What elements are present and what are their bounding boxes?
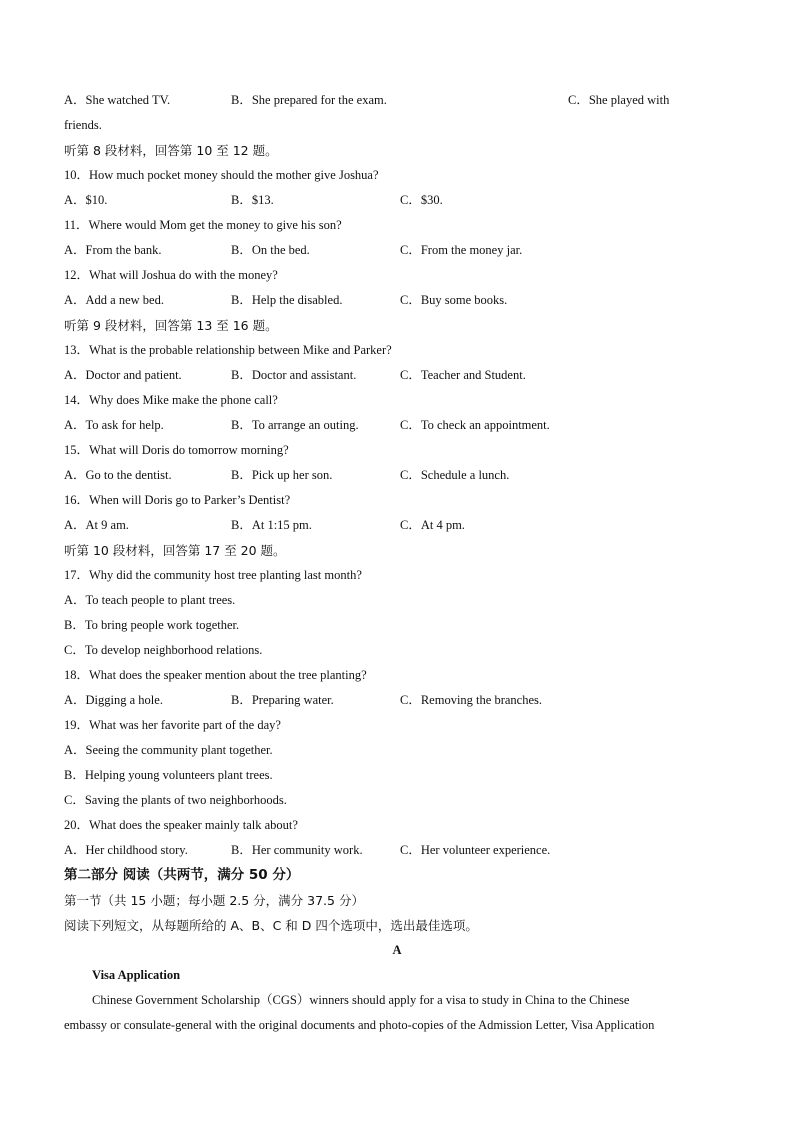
option-a: A．To teach people to plant trees. — [64, 593, 236, 607]
question-10-options — [64, 188, 730, 213]
reading-instruction: 阅读下列短文，从每题所给的 A、B、C 和 D 四个选项中，选出最佳选项。 — [64, 918, 478, 933]
question-12-options — [64, 288, 730, 313]
option-b: B．Pick up her son. — [231, 468, 333, 482]
part-two-heading: 第二部分 阅读（共两节，满分 50 分） — [64, 867, 300, 883]
option-b: B．Helping young volunteers plant trees. — [64, 768, 273, 782]
option-a: A．From the bank. — [64, 243, 162, 257]
question-18-options — [64, 688, 730, 713]
question-18: 18．What does the speaker mention about the tree planting? — [64, 668, 367, 682]
option-c: C．Her volunteer experience. — [400, 843, 551, 857]
question-15-options — [64, 463, 730, 488]
option-a: A．Seeing the community plant together. — [64, 743, 273, 757]
option-b: B．To bring people work together. — [64, 618, 240, 632]
passage-text-line: Chinese Government Scholarship（CGS）winners should apply for a visa to study in China to the Chinese — [92, 993, 630, 1007]
option-c: C．To check an appointment. — [400, 418, 550, 432]
option-a: A．To ask for help. — [64, 418, 164, 432]
option-c: C．Saving the plants of two neighborhoods. — [64, 793, 287, 807]
option-b: B．On the bed. — [231, 243, 310, 257]
option-c: C．She played with — [568, 93, 670, 107]
option-b: B．$13. — [231, 193, 274, 207]
option-c: C．Removing the branches. — [400, 693, 542, 707]
passage-title: Visa Application — [92, 968, 181, 982]
question-20-options — [64, 838, 730, 863]
question-10: 10．How much pocket money should the mother give Joshua? — [64, 168, 379, 182]
option-b: B．Help the disabled. — [231, 293, 343, 307]
option-a: A．Her childhood story. — [64, 843, 188, 857]
option-c: C．To develop neighborhood relations. — [64, 643, 263, 657]
option-a: A．At 9 am. — [64, 518, 129, 532]
section-one-subheading: 第一节（共 15 小题；每小题 2.5 分，满分 37.5 分） — [64, 893, 364, 908]
section-instruction-9: 听第 9 段材料，回答第 13 至 16 题。 — [64, 318, 278, 333]
question-11-options — [64, 238, 730, 263]
option-a: A．$10. — [64, 193, 108, 207]
question-14-options — [64, 413, 730, 438]
section-instruction-8: 听第 8 段材料，回答第 10 至 12 题。 — [64, 143, 278, 158]
question-13: 13．What is the probable relationship between Mike and Parker? — [64, 343, 392, 357]
question-13-options — [64, 363, 730, 388]
option-a: A．Digging a hole. — [64, 693, 163, 707]
option-a: A．Go to the dentist. — [64, 468, 172, 482]
option-c: C．Buy some books. — [400, 293, 508, 307]
option-b: B．She prepared for the exam. — [231, 93, 387, 107]
option-c: C．Schedule a lunch. — [400, 468, 510, 482]
question-12: 12．What will Joshua do with the money? — [64, 268, 278, 282]
passage-text-line: embassy or consulate-general with the original documents and photo-copies of the Admission Letter, Visa Application — [64, 1018, 655, 1032]
option-b: B．Doctor and assistant. — [231, 368, 357, 382]
option-a: A．Add a new bed. — [64, 293, 164, 307]
question-20: 20．What does the speaker mainly talk about? — [64, 818, 298, 832]
question-15: 15．What will Doris do tomorrow morning? — [64, 443, 289, 457]
option-a: A．Doctor and patient. — [64, 368, 182, 382]
option-a: A．She watched TV. — [64, 93, 171, 107]
exam-page — [64, 88, 730, 1038]
question-16-options — [64, 513, 730, 538]
option-c: C．From the money jar. — [400, 243, 523, 257]
question-14: 14．Why does Mike make the phone call? — [64, 393, 278, 407]
question-16: 16．When will Doris go to Parker’s Dentist? — [64, 493, 291, 507]
question-19: 19．What was her favorite part of the day? — [64, 718, 281, 732]
section-instruction-10: 听第 10 段材料，回答第 17 至 20 题。 — [64, 543, 286, 558]
option-c: C．$30. — [400, 193, 443, 207]
question-17: 17．Why did the community host tree planting last month? — [64, 568, 362, 582]
q9-option-c-continued: friends. — [64, 118, 102, 132]
option-c: C．At 4 pm. — [400, 518, 465, 532]
question-11: 11．Where would Mom get the money to give his son? — [64, 218, 342, 232]
option-b: B．Preparing water. — [231, 693, 334, 707]
option-b: B．Her community work. — [231, 843, 363, 857]
passage-label: A — [392, 943, 402, 957]
option-b: B．To arrange an outing. — [231, 418, 359, 432]
option-b: B．At 1:15 pm. — [231, 518, 312, 532]
option-c: C．Teacher and Student. — [400, 368, 526, 382]
q9-options — [64, 88, 730, 113]
